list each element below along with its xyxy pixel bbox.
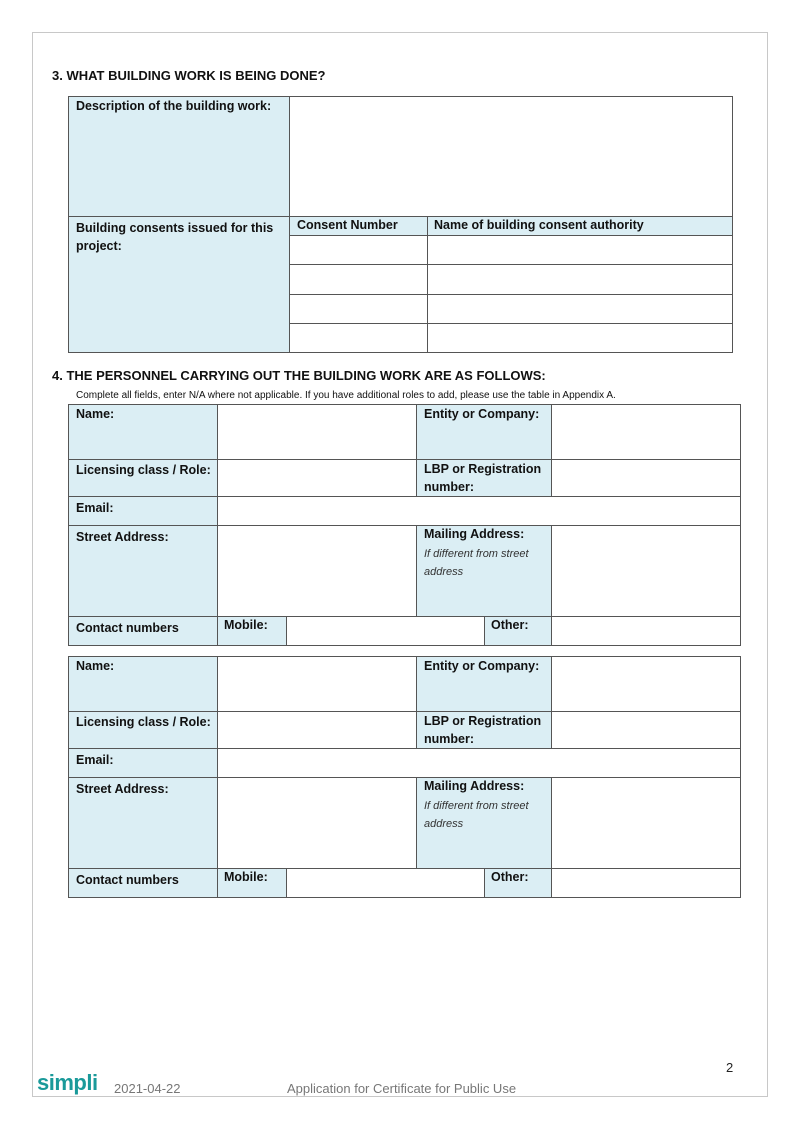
mobile-input[interactable] — [286, 616, 485, 646]
licensing-input[interactable] — [217, 711, 417, 749]
mailing-hint: If different from street address — [424, 548, 529, 578]
consent-number-input[interactable] — [289, 264, 428, 295]
mailing-label: Mailing Address: — [424, 527, 525, 541]
street-input[interactable] — [217, 777, 417, 869]
mailing-hint: If different from street address — [424, 800, 529, 830]
consent-number-input[interactable] — [289, 294, 428, 324]
street-label: Street Address: — [76, 530, 169, 544]
licensing-label: Licensing class / Role: — [76, 715, 211, 729]
lbp-input[interactable] — [551, 711, 741, 749]
other-label: Other: — [491, 618, 529, 632]
description-label: Description of the building work: — [76, 99, 272, 113]
simpli-logo: simpli — [37, 1070, 98, 1095]
mailing-label: Mailing Address: — [424, 779, 525, 793]
email-input[interactable] — [217, 748, 741, 778]
contact-label: Contact numbers — [76, 621, 179, 635]
licensing-input[interactable] — [217, 459, 417, 497]
name-label: Name: — [76, 659, 115, 673]
consents-label: Building consents issued for this project: — [76, 221, 274, 253]
email-label: Email: — [76, 753, 114, 767]
description-input[interactable] — [289, 96, 733, 217]
lbp-label: LBP or Registration number: — [424, 714, 542, 746]
entity-input[interactable] — [551, 656, 741, 712]
street-input[interactable] — [217, 525, 417, 617]
authority-input[interactable] — [427, 294, 733, 324]
footer-title: Application for Certificate for Public Use — [287, 1081, 517, 1096]
mailing-input[interactable] — [551, 777, 741, 869]
name-label: Name: — [76, 407, 115, 421]
consent-number-header-text: Consent Number — [297, 218, 398, 232]
footer-date: 2021-04-22 — [114, 1081, 181, 1096]
mobile-label: Mobile: — [224, 870, 268, 884]
email-label: Email: — [76, 501, 114, 515]
authority-input[interactable] — [427, 323, 733, 353]
section-3-heading: 3. WHAT BUILDING WORK IS BEING DONE? — [52, 68, 326, 83]
page-number: 2 — [726, 1060, 734, 1075]
mobile-input[interactable] — [286, 868, 485, 898]
personnel-table — [0, 656, 800, 897]
entity-input[interactable] — [551, 404, 741, 460]
lbp-input[interactable] — [551, 459, 741, 497]
email-input[interactable] — [217, 496, 741, 526]
authority-input[interactable] — [427, 235, 733, 265]
section-4-note: Complete all fields, enter N/A where not applicable. If you have additional roles to add, please use the table in Appendix A. — [76, 390, 616, 401]
name-input[interactable] — [217, 656, 417, 712]
lbp-label: LBP or Registration number: — [424, 462, 542, 494]
contact-label: Contact numbers — [76, 873, 179, 887]
other-input[interactable] — [551, 616, 741, 646]
street-label: Street Address: — [76, 782, 169, 796]
personnel-table — [0, 404, 800, 645]
entity-label: Entity or Company: — [424, 659, 540, 673]
mobile-label: Mobile: — [224, 618, 268, 632]
section-4-heading: 4. THE PERSONNEL CARRYING OUT THE BUILDING WORK ARE AS FOLLOWS: — [52, 368, 546, 383]
other-input[interactable] — [551, 868, 741, 898]
other-label: Other: — [491, 870, 529, 884]
consent-number-input[interactable] — [289, 235, 428, 265]
name-input[interactable] — [217, 404, 417, 460]
licensing-label: Licensing class / Role: — [76, 463, 211, 477]
entity-label: Entity or Company: — [424, 407, 540, 421]
authority-input[interactable] — [427, 264, 733, 295]
authority-header-text: Name of building consent authority — [434, 218, 644, 232]
consent-number-input[interactable] — [289, 323, 428, 353]
mailing-input[interactable] — [551, 525, 741, 617]
